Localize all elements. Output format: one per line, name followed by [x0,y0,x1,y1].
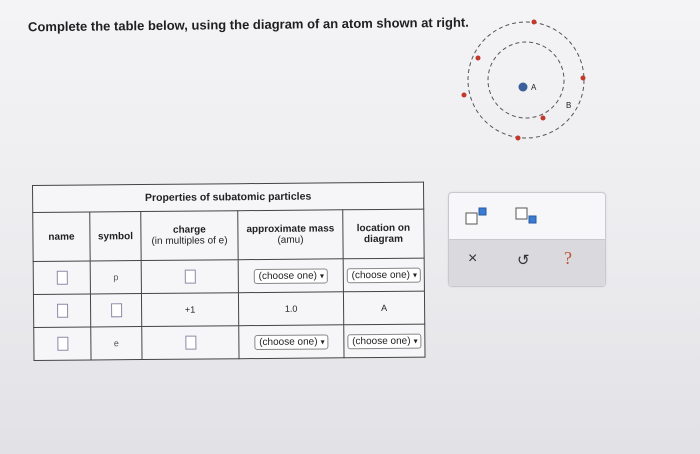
name-input[interactable] [57,304,68,318]
label-b: B [566,101,572,110]
electron [541,116,546,121]
header-name: name [33,212,90,261]
question-prompt: Complete the table below, using the diagram of an atom shown at right. [27,14,469,35]
name-input[interactable] [57,337,68,351]
clear-icon[interactable]: × [468,250,478,267]
charge-input[interactable] [184,270,195,284]
answer-tools-panel [448,192,606,287]
header-mass [238,210,343,260]
header-mass-label: approximate mass [246,223,335,236]
location-select[interactable] [347,267,422,283]
name-input[interactable] [56,271,67,285]
header-charge [141,211,238,261]
electron [581,76,586,81]
subscript-icon [515,207,541,225]
location-select-value: (choose one) [352,335,411,347]
electron [476,56,481,61]
subscript-button[interactable] [515,207,541,230]
chevron-down-icon: ▾ [413,336,418,346]
symbol-input[interactable] [111,303,122,317]
nucleus [519,83,528,92]
header-mass-sub: (amu) [277,234,304,246]
chevron-down-icon: ▾ [320,336,325,346]
electron [532,20,537,25]
tools-action-bar [449,239,605,286]
symbol-text: p [113,272,119,283]
charge-value: +1 [141,293,238,327]
outer-orbit [468,22,584,138]
superscript-icon [465,207,491,225]
inner-orbit [488,42,564,118]
location-value: A [343,291,424,325]
mass-select-value: (choose one) [259,336,318,348]
header-charge-sub: (in multiples of e) [151,235,228,247]
label-a: A [531,83,537,92]
atom-diagram [455,10,595,150]
location-select-value: (choose one) [351,269,411,281]
header-symbol: symbol [90,212,141,261]
table-row [33,291,424,327]
chevron-down-icon: ▾ [412,270,418,280]
particle-table [32,182,426,361]
charge-input[interactable] [185,336,196,350]
mass-select-value: (choose one) [258,270,318,282]
header-charge-label: charge [172,224,206,236]
mass-value: 1.0 [238,292,343,326]
table-row [34,324,425,360]
undo-icon[interactable]: ↺ [517,252,530,269]
electron [462,93,467,98]
superscript-button[interactable] [465,207,491,230]
mass-select[interactable] [254,334,329,350]
help-icon[interactable]: ? [564,248,572,268]
location-select[interactable] [347,333,422,349]
symbol-text: e [113,338,119,349]
table-row [33,258,424,294]
table-caption: Properties of subatomic particles [33,182,424,212]
mass-select[interactable] [254,268,329,284]
electron [516,136,521,141]
header-location: location on diagram [343,209,424,259]
chevron-down-icon: ▾ [319,270,325,280]
